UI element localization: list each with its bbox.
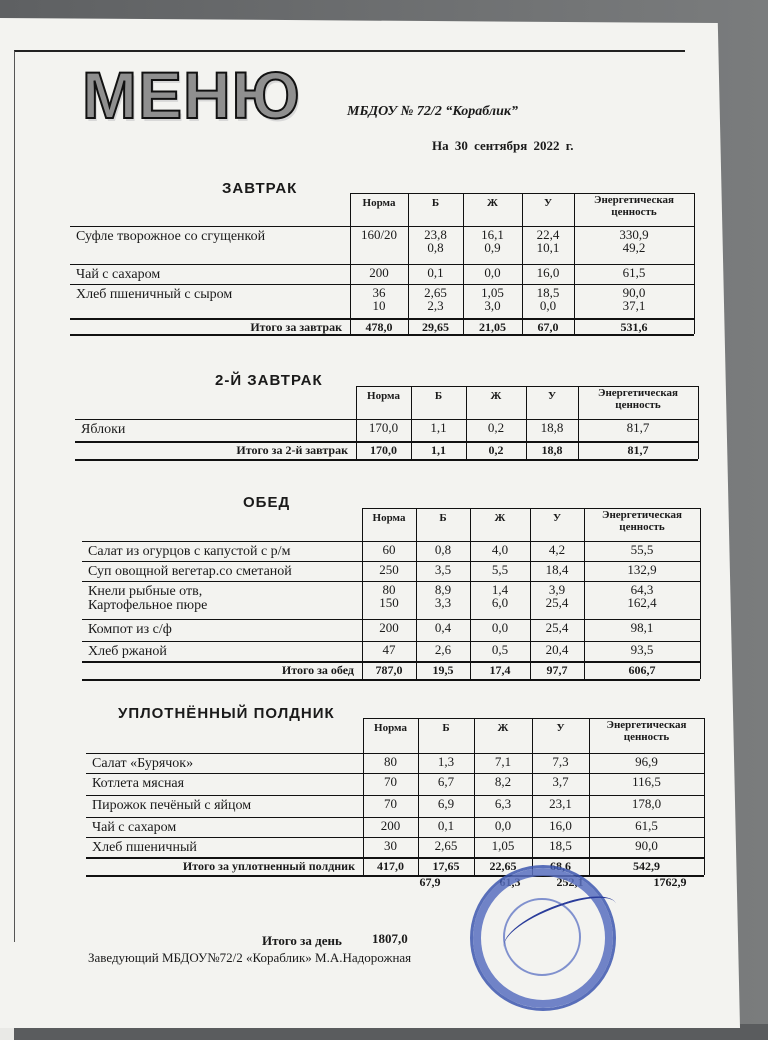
total-b: 17,65 — [432, 859, 460, 873]
column-header-energy: Энергетическая ценность — [594, 194, 674, 218]
menu-item-name: Хлеб ржаной — [88, 644, 167, 659]
menu-item-b: 2,65 2,3 — [424, 285, 447, 313]
menu-item-zh: 1,05 3,0 — [481, 285, 504, 313]
total-u: 97,7 — [546, 663, 568, 677]
menu-item-name: Чай с сахаром — [76, 267, 161, 282]
menu-item-zh: 1,4 6,0 — [491, 582, 509, 610]
column-header-norma: Норма — [374, 722, 407, 734]
menu-item-u: 20,4 — [545, 642, 569, 657]
school-name: МБДОУ № 72/2 “Кораблик” — [347, 104, 518, 119]
menu-item-b: 1,1 — [430, 420, 447, 435]
column-header-zh: Ж — [497, 722, 509, 734]
total-label: Итого за завтрак — [250, 320, 342, 334]
menu-item-norma: 200 — [379, 620, 399, 635]
menu-item-b: 3,5 — [434, 562, 452, 577]
menu-item-u: 22,4 10,1 — [536, 227, 560, 255]
total-zh: 0,2 — [488, 443, 504, 457]
menu-item-zh: 0,0 — [491, 620, 509, 635]
menu-item-e: 116,5 — [632, 774, 661, 789]
menu-item-zh: 0,0 — [494, 818, 512, 833]
menu-item-name: Компот из с/ф — [88, 622, 172, 637]
menu-item-zh: 1,05 — [491, 838, 515, 853]
day-total-value: 1807,0 — [372, 931, 408, 946]
menu-item-norma: 70 — [384, 796, 397, 811]
column-header-norma: Норма — [372, 512, 406, 524]
column-header-u: У — [552, 512, 562, 524]
breakfast2-title: 2-Й ЗАВТРАК — [215, 372, 323, 389]
menu-item-u: 3,9 25,4 — [545, 582, 569, 610]
menu-item-zh: 8,2 — [494, 774, 512, 789]
menu-item-b: 8,9 3,3 — [434, 582, 452, 610]
total-norma: 170,0 — [370, 443, 397, 457]
menu-date: На 30 сентября 2022 г. — [432, 138, 574, 153]
table-line — [704, 718, 705, 875]
menu-item-norma: 70 — [384, 774, 397, 789]
column-header-b: Б — [442, 722, 450, 734]
column-header-norma: Норма — [362, 197, 396, 209]
menu-item-norma: 80 — [384, 754, 397, 769]
column-header-zh: Ж — [487, 197, 498, 209]
menu-item-u: 3,7 — [552, 774, 569, 789]
menu-item-norma: 80 150 — [379, 582, 399, 610]
column-header-b: Б — [439, 512, 447, 524]
snack-title: УПЛОТНЁННЫЙ ПОЛДНИК — [118, 705, 335, 722]
menu-item-zh: 7,1 — [494, 754, 512, 769]
menu-item-name: Чай с сахаром — [92, 820, 177, 835]
table-line — [700, 508, 701, 679]
menu-item-e: 61,5 — [622, 265, 646, 280]
column-header-energy: Энергетическая ценность — [602, 509, 682, 533]
menu-item-name: Салат из огурцов с капустой с р/м — [88, 544, 291, 559]
menu-item-e: 90,0 37,1 — [622, 285, 646, 313]
menu-item-u: 18,4 — [545, 562, 569, 577]
total-b: 1,1 — [431, 443, 446, 457]
day-total-energy: 1762,9 — [653, 875, 687, 889]
menu-item-e: 178,0 — [631, 796, 662, 811]
breakfast-title: ЗАВТРАК — [222, 180, 298, 197]
menu-item-norma: 250 — [379, 562, 399, 577]
column-header-u: У — [543, 197, 553, 209]
menu-item-u: 16,0 — [536, 265, 560, 280]
total-b: 19,5 — [432, 663, 454, 677]
menu-item-b: 0,8 — [434, 542, 452, 557]
menu-item-u: 7,3 — [552, 754, 569, 769]
total-norma: 787,0 — [375, 663, 403, 677]
menu-item-u: 25,4 — [545, 620, 569, 635]
total-e: 531,6 — [620, 320, 648, 334]
menu-item-zh: 0,5 — [491, 642, 509, 657]
menu-item-name: Кнели рыбные отв, Картофельное пюре — [88, 584, 208, 613]
menu-item-u: 23,1 — [549, 796, 572, 811]
total-zh: 17,4 — [489, 663, 511, 677]
column-header-u: У — [547, 390, 557, 402]
director-signature-line: Заведующий МБДОУ№72/2 «Кораблик» М.А.Надорожная — [88, 950, 412, 965]
day-total-zh: 61,3 — [499, 875, 521, 889]
column-header-b: Б — [434, 390, 443, 402]
menu-item-zh: 6,3 — [494, 796, 512, 811]
column-header-b: Б — [431, 197, 440, 209]
menu-item-e: 330,9 49,2 — [619, 227, 649, 255]
total-e: 606,7 — [628, 663, 656, 677]
total-label: Итого за обед — [281, 663, 354, 677]
menu-item-b: 0,1 — [437, 818, 455, 833]
menu-item-e: 90,0 — [635, 838, 658, 853]
table-line — [694, 193, 695, 334]
total-u: 18,8 — [541, 443, 563, 457]
menu-item-u: 18,8 — [540, 420, 564, 435]
total-e: 542,9 — [633, 859, 660, 873]
total-e: 81,7 — [627, 443, 649, 457]
menu-item-zh: 4,0 — [491, 542, 509, 557]
menu-item-e: 64,3 162,4 — [627, 582, 657, 610]
menu-item-e: 93,5 — [630, 642, 654, 657]
menu-item-u: 18,5 0,0 — [536, 285, 560, 313]
day-total-b: 67,9 — [419, 875, 441, 889]
column-header-energy: Энергетическая ценность — [598, 387, 678, 411]
menu-item-name: Яблоки — [81, 422, 126, 437]
menu-item-name: Суп овощной вегетар.со сметаной — [88, 564, 292, 579]
menu-item-norma: 170,0 — [368, 420, 399, 435]
column-header-energy: Энергетическая ценность — [606, 719, 687, 743]
column-header-norma: Норма — [367, 390, 400, 402]
total-zh: 21,05 — [479, 320, 506, 334]
menu-item-b: 0,4 — [434, 620, 452, 635]
table-line — [75, 459, 698, 461]
menu-item-name: Суфле творожное со сгущенкой — [76, 229, 266, 244]
menu-item-e: 96,9 — [635, 754, 658, 769]
column-header-zh: Ж — [490, 390, 502, 402]
menu-item-norma: 47 — [382, 642, 396, 657]
menu-item-e: 132,9 — [627, 562, 657, 577]
total-norma: 478,0 — [365, 320, 393, 334]
menu-item-norma: 60 — [382, 542, 396, 557]
menu-item-name: Котлета мясная — [92, 776, 185, 791]
menu-item-b: 0,1 — [427, 265, 444, 280]
menu-item-e: 81,7 — [626, 420, 650, 435]
menu-item-name: Пирожок печёный с яйцом — [92, 798, 252, 813]
total-b: 29,65 — [422, 320, 449, 334]
menu-item-u: 4,2 — [548, 542, 566, 557]
menu-item-e: 61,5 — [635, 818, 658, 833]
menu-logo: МЕНЮ — [82, 58, 301, 132]
table-line — [70, 334, 694, 336]
menu-item-b: 2,65 — [434, 838, 458, 853]
menu-item-zh: 16,1 0,9 — [481, 227, 504, 255]
menu-item-b: 6,9 — [437, 796, 455, 811]
total-zh: 22,65 — [489, 859, 517, 873]
menu-item-zh: 0,2 — [487, 420, 505, 435]
menu-item-e: 55,5 — [630, 542, 654, 557]
menu-item-b: 6,7 — [437, 774, 455, 789]
menu-item-norma: 36 10 — [372, 285, 386, 313]
menu-item-b: 1,3 — [437, 754, 455, 769]
menu-item-norma: 160/20 — [360, 227, 398, 242]
column-header-zh: Ж — [494, 512, 506, 524]
menu-item-name: Хлеб пшеничный — [92, 840, 197, 855]
table-line — [82, 679, 700, 681]
total-label: Итого за 2-й завтрак — [236, 443, 348, 457]
day-total-u: 252,1 — [556, 875, 584, 889]
total-norma: 417,0 — [377, 859, 404, 873]
menu-item-norma: 200 — [380, 818, 401, 833]
table-line — [698, 386, 699, 459]
total-label: Итого за уплотненный полдник — [182, 859, 355, 873]
menu-item-b: 23,8 0,8 — [424, 227, 447, 255]
menu-item-e: 98,1 — [630, 620, 654, 635]
menu-item-norma: 30 — [384, 838, 397, 853]
menu-item-norma: 200 — [369, 265, 389, 280]
menu-item-u: 16,0 — [549, 818, 572, 833]
lunch-title: ОБЕД — [243, 494, 291, 511]
day-total-label: Итого за день — [262, 933, 342, 948]
table-line — [86, 875, 704, 877]
total-u: 67,0 — [537, 320, 559, 334]
menu-item-u: 18,5 — [549, 838, 572, 853]
menu-item-zh: 0,0 — [484, 265, 501, 280]
menu-item-zh: 5,5 — [491, 562, 509, 577]
menu-item-name: Салат «Бурячок» — [92, 756, 194, 771]
menu-item-name: Хлеб пшеничный с сыром — [76, 287, 233, 302]
total-u: 68,6 — [550, 859, 571, 873]
column-header-u: У — [556, 722, 565, 734]
menu-item-b: 2,6 — [434, 642, 452, 657]
